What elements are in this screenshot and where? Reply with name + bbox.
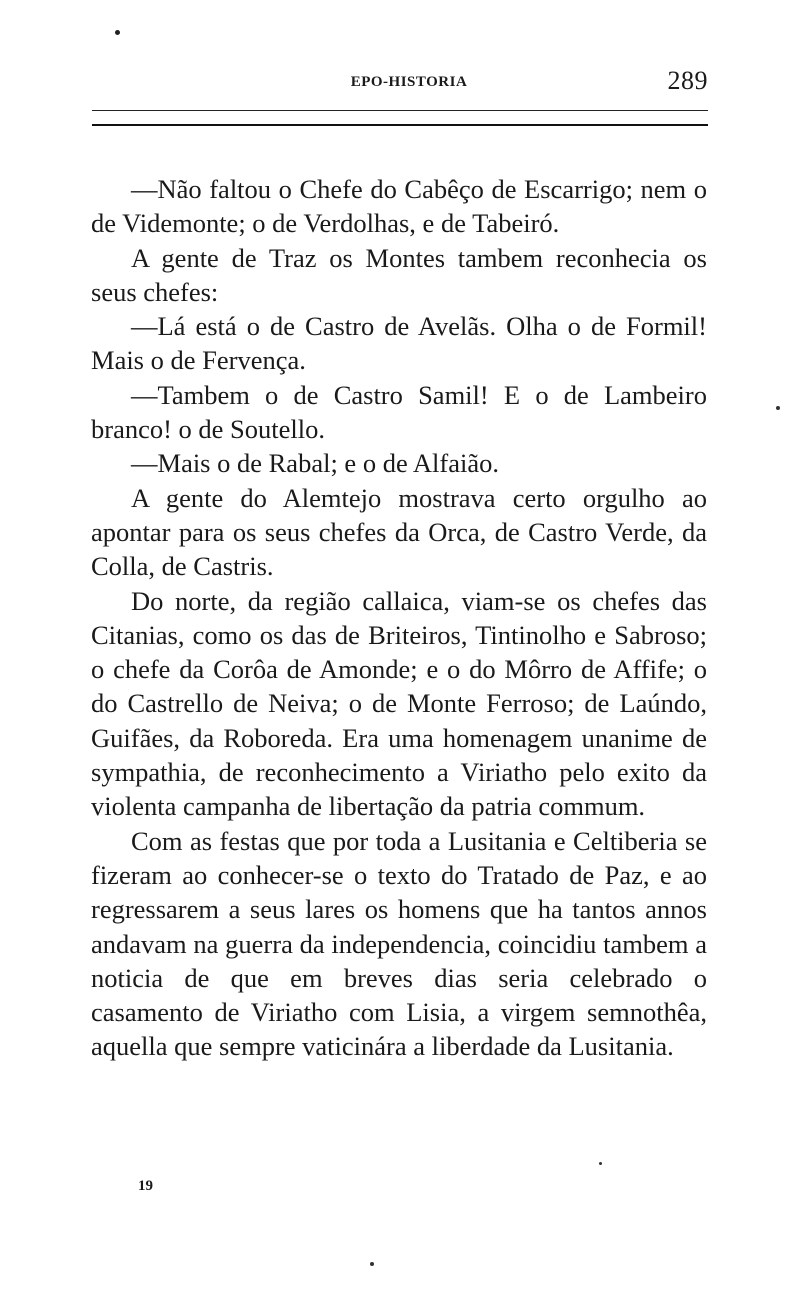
- paragraph: Com as festas que por toda a Lusitania e Celtiberia se fizeram ao conhecer-se o texto do Tratado de Paz, e ao regressarem a seus lares os homens que ha tantos annos andavam na guerra da independencia, coincidiu tambem a noticia de que em breves dias seria celebrado o casamento de Viriatho com Lisia, a virgem semnothêa, aquella que sempre vaticinára a liberdade da Lusitania.: [91, 825, 707, 1062]
- page-header: [92, 62, 708, 102]
- print-dot: [115, 30, 120, 35]
- paragraph: —Não faltou o Chefe do Cabêço de Escarrigo; nem o de Videmonte; o de Verdolhas, e de Tabeiró.: [91, 174, 707, 239]
- body-text: [91, 172, 707, 1064]
- header-rule-thick: [92, 124, 708, 126]
- print-speck: [370, 1262, 374, 1266]
- paragraph: —Tambem o de Castro Samil! E o de Lambeiro branco! o de Soutello.: [91, 379, 707, 445]
- signature-mark: 19: [138, 1178, 153, 1194]
- paragraph: —Lá está o de Castro de Avelãs. Olha o de Formil! Mais o de Fervença.: [91, 311, 707, 376]
- paragraph: A gente do Alemtejo mostrava certo orgulho ao apontar para os seus chefes da Orca, de Castro Verde, da Colla, de Castris.: [91, 482, 707, 582]
- paragraph: A gente de Traz os Montes tambem reconhecia os seus chefes:: [91, 242, 707, 307]
- paragraph: Do norte, da região callaica, viam-se os chefes das Citanias, como os das de Briteiros, Tintinolho e Sabroso; o chefe da Corôa de Amonde; e o do Môrro de Affife; o do Castrello de Neiva; o de Monte Ferroso; de Laúndo, Guifães, da Roboreda. Era uma homenagem unanime de sympathia, de reconhecimento a Viriatho pelo exito da violenta campanha de libertação da patria commum.: [91, 585, 707, 822]
- page-number: 289: [667, 66, 708, 95]
- header-rule-thin: [92, 110, 708, 111]
- running-head: EPO-HISTORIA: [350, 74, 468, 90]
- print-speck: [776, 406, 780, 410]
- paragraph: —Mais o de Rabal; e o de Alfaião.: [131, 448, 499, 479]
- print-speck: [599, 1162, 602, 1165]
